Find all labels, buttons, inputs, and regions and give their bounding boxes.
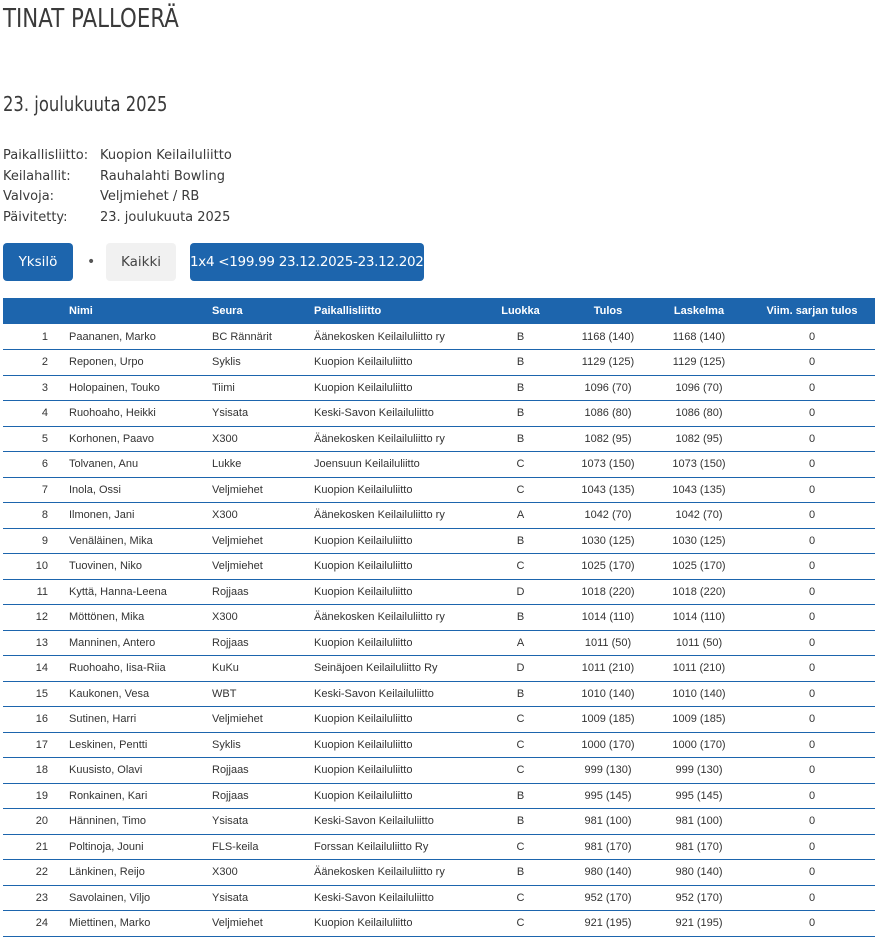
cell-laskelma: 999 (130) [649, 758, 749, 784]
table-row[interactable] [3, 911, 875, 937]
cell-rank: 6 [3, 452, 69, 478]
cell-rank: 17 [3, 732, 69, 758]
cell-rank: 11 [3, 579, 69, 605]
info-value: Kuopion Keilailuliitto [100, 148, 232, 163]
table-row[interactable] [3, 681, 875, 707]
cell-viim-sarjan-tulos: 0 [749, 860, 875, 886]
cell-viim-sarjan-tulos: 0 [749, 681, 875, 707]
cell-rank: 20 [3, 809, 69, 835]
cell-rank: 14 [3, 656, 69, 682]
cell-seura: X300 [212, 860, 314, 886]
cell-paikallisliitto: Äänekosken Keilailuliitto ry [314, 324, 474, 350]
cell-seura: Rojjaas [212, 630, 314, 656]
cell-tulos: 1025 (170) [567, 554, 649, 580]
cell-seura: Rojjaas [212, 783, 314, 809]
cell-luokka: C [474, 477, 567, 503]
cell-luokka: B [474, 426, 567, 452]
table-row[interactable] [3, 783, 875, 809]
cell-laskelma: 1096 (70) [649, 375, 749, 401]
cell-luokka: B [474, 375, 567, 401]
cell-luokka: D [474, 656, 567, 682]
cell-nimi[interactable]: Länkinen, Reijo [69, 860, 212, 886]
kaikki-button[interactable]: Kaikki [106, 243, 176, 281]
cell-rank: 1 [3, 324, 69, 350]
cell-rank: 21 [3, 834, 69, 860]
cell-tulos: 1042 (70) [567, 503, 649, 529]
table-row[interactable] [3, 375, 875, 401]
cell-viim-sarjan-tulos: 0 [749, 885, 875, 911]
cell-rank: 4 [3, 401, 69, 427]
cell-luokka: B [474, 324, 567, 350]
cell-nimi[interactable]: Leskinen, Pentti [69, 732, 212, 758]
cell-rank: 16 [3, 707, 69, 733]
cell-viim-sarjan-tulos: 0 [749, 656, 875, 682]
cell-nimi[interactable]: Kuusisto, Olavi [69, 758, 212, 784]
cell-tulos: 1096 (70) [567, 375, 649, 401]
cell-seura: X300 [212, 503, 314, 529]
cell-viim-sarjan-tulos: 0 [749, 732, 875, 758]
table-row[interactable] [3, 732, 875, 758]
cell-viim-sarjan-tulos: 0 [749, 809, 875, 835]
cell-laskelma: 981 (170) [649, 834, 749, 860]
cell-paikallisliitto: Kuopion Keilailuliitto [314, 528, 474, 554]
cell-laskelma: 952 (170) [649, 885, 749, 911]
cell-tulos: 981 (170) [567, 834, 649, 860]
cell-laskelma: 1010 (140) [649, 681, 749, 707]
table-row[interactable] [3, 707, 875, 733]
cell-tulos: 1168 (140) [567, 324, 649, 350]
cell-seura: Veljmiehet [212, 911, 314, 937]
cell-paikallisliitto: Keski-Savon Keilailuliitto [314, 681, 474, 707]
cell-paikallisliitto: Kuopion Keilailuliitto [314, 579, 474, 605]
col-header-laskelma[interactable]: Laskelma [673, 305, 725, 317]
table-row[interactable] [3, 656, 875, 682]
cell-laskelma: 980 (140) [649, 860, 749, 886]
table-row[interactable] [3, 477, 875, 503]
cell-paikallisliitto: Kuopion Keilailuliitto [314, 707, 474, 733]
cell-tulos: 1018 (220) [567, 579, 649, 605]
cell-laskelma: 1011 (210) [649, 656, 749, 682]
cell-rank: 13 [3, 630, 69, 656]
cell-nimi[interactable]: Korhonen, Paavo [69, 426, 212, 452]
cell-laskelma: 1009 (185) [649, 707, 749, 733]
cell-viim-sarjan-tulos: 0 [749, 477, 875, 503]
cell-rank: 23 [3, 885, 69, 911]
col-header-seura[interactable]: Seura [212, 305, 243, 317]
col-header-luokka[interactable]: Luokka [501, 305, 540, 317]
cell-luokka: D [474, 579, 567, 605]
cell-laskelma: 1086 (80) [649, 401, 749, 427]
cell-paikallisliitto: Joensuun Keilailuliitto [314, 452, 474, 478]
cell-tulos: 1000 (170) [567, 732, 649, 758]
cell-luokka: C [474, 452, 567, 478]
col-header-viim-sarjan-tulos[interactable]: Viim. sarjan tulos [766, 305, 858, 317]
cell-tulos: 1014 (110) [567, 605, 649, 631]
cell-tulos: 1073 (150) [567, 452, 649, 478]
cell-luokka: C [474, 834, 567, 860]
cell-nimi[interactable]: Möttönen, Mika [69, 605, 212, 631]
cell-luokka: C [474, 707, 567, 733]
cell-tulos: 921 (195) [567, 911, 649, 937]
cell-laskelma: 1011 (50) [649, 630, 749, 656]
cell-nimi[interactable]: Ilmonen, Jani [69, 503, 212, 529]
cell-luokka: B [474, 809, 567, 835]
cell-rank: 7 [3, 477, 69, 503]
col-header-rank [3, 298, 69, 324]
cell-viim-sarjan-tulos: 0 [749, 426, 875, 452]
table-row[interactable] [3, 605, 875, 631]
cell-luokka: A [474, 630, 567, 656]
series-filter-button[interactable]: 1x4 <199.99 23.12.2025-23.12.2025 [190, 243, 424, 281]
cell-tulos: 981 (100) [567, 809, 649, 835]
info-row-paikallisliitto [3, 146, 232, 167]
cell-nimi[interactable]: Miettinen, Marko [69, 911, 212, 937]
cell-nimi[interactable]: Ruohoaho, Heikki [69, 401, 212, 427]
cell-nimi[interactable]: Paananen, Marko [69, 324, 212, 350]
cell-paikallisliitto: Kuopion Keilailuliitto [314, 911, 474, 937]
cell-seura: Tiimi [212, 375, 314, 401]
cell-laskelma: 1073 (150) [649, 452, 749, 478]
info-value: 23. joulukuuta 2025 [100, 209, 231, 225]
info-label: Keilahallit: [3, 168, 71, 184]
cell-nimi[interactable]: Ruohoaho, Iisa-Riia [69, 656, 212, 682]
table-row[interactable] [3, 834, 875, 860]
cell-paikallisliitto: Äänekosken Keilailuliitto ry [314, 605, 474, 631]
cell-rank: 22 [3, 860, 69, 886]
info-row-keilahallit [3, 167, 232, 188]
cell-nimi[interactable]: Kyttä, Hanna-Leena [69, 579, 212, 605]
cell-laskelma: 995 (145) [649, 783, 749, 809]
cell-seura: Veljmiehet [212, 707, 314, 733]
cell-seura: Ysisata [212, 809, 314, 835]
cell-luokka: C [474, 911, 567, 937]
cell-tulos: 1086 (80) [567, 401, 649, 427]
cell-nimi[interactable]: Tuovinen, Niko [69, 554, 212, 580]
cell-nimi[interactable]: Manninen, Antero [69, 630, 212, 656]
cell-luokka: B [474, 401, 567, 427]
cell-seura: Rojjaas [212, 579, 314, 605]
cell-laskelma: 921 (195) [649, 911, 749, 937]
cell-seura: Lukke [212, 452, 314, 478]
cell-paikallisliitto: Äänekosken Keilailuliitto ry [314, 503, 474, 529]
cell-tulos: 952 (170) [567, 885, 649, 911]
cell-laskelma: 1030 (125) [649, 528, 749, 554]
cell-laskelma: 1000 (170) [649, 732, 749, 758]
cell-paikallisliitto: Keski-Savon Keilailuliitto [314, 885, 474, 911]
cell-luokka: C [474, 554, 567, 580]
cell-viim-sarjan-tulos: 0 [749, 528, 875, 554]
cell-laskelma: 1025 (170) [649, 554, 749, 580]
cell-tulos: 1011 (50) [567, 630, 649, 656]
cell-tulos: 1030 (125) [567, 528, 649, 554]
info-label: Päivitetty: [3, 209, 68, 225]
info-label: Valvoja: [3, 189, 55, 204]
col-header-nimi[interactable]: Nimi [69, 305, 93, 317]
cell-paikallisliitto: Kuopion Keilailuliitto [314, 732, 474, 758]
cell-seura: Ysisata [212, 401, 314, 427]
yksilo-button[interactable]: Yksilö [3, 243, 73, 281]
table-row[interactable] [3, 630, 875, 656]
table-row[interactable] [3, 401, 875, 427]
cell-luokka: C [474, 885, 567, 911]
cell-seura: WBT [212, 681, 314, 707]
cell-laskelma: 1018 (220) [649, 579, 749, 605]
cell-nimi[interactable]: Savolainen, Viljo [69, 885, 212, 911]
info-row-paivitetty [3, 208, 232, 229]
cell-rank: 8 [3, 503, 69, 529]
table-row[interactable] [3, 554, 875, 580]
table-row[interactable] [3, 579, 875, 605]
cell-laskelma: 1014 (110) [649, 605, 749, 631]
cell-viim-sarjan-tulos: 0 [749, 554, 875, 580]
cell-rank: 24 [3, 911, 69, 937]
cell-paikallisliitto: Seinäjoen Keilailuliitto Ry [314, 656, 474, 682]
info-label: Paikallisliitto: [3, 148, 89, 163]
competition-info [3, 146, 232, 228]
cell-paikallisliitto: Kuopion Keilailuliitto [314, 758, 474, 784]
cell-luokka: B [474, 528, 567, 554]
cell-luokka: B [474, 783, 567, 809]
cell-rank: 2 [3, 350, 69, 376]
cell-nimi[interactable]: Tolvanen, Anu [69, 452, 212, 478]
cell-laskelma: 1042 (70) [649, 503, 749, 529]
table-row[interactable] [3, 758, 875, 784]
cell-viim-sarjan-tulos: 0 [749, 911, 875, 937]
cell-viim-sarjan-tulos: 0 [749, 605, 875, 631]
cell-rank: 5 [3, 426, 69, 452]
cell-seura: KuKu [212, 656, 314, 682]
cell-luokka: B [474, 681, 567, 707]
cell-paikallisliitto: Keski-Savon Keilailuliitto [314, 809, 474, 835]
cell-seura: Rojjaas [212, 758, 314, 784]
cell-tulos: 980 (140) [567, 860, 649, 886]
cell-seura: Veljmiehet [212, 477, 314, 503]
cell-laskelma: 1082 (95) [649, 426, 749, 452]
table-row[interactable] [3, 809, 875, 835]
cell-paikallisliitto: Forssan Keilailuliitto Ry [314, 834, 474, 860]
cell-tulos: 1043 (135) [567, 477, 649, 503]
cell-rank: 10 [3, 554, 69, 580]
cell-seura: X300 [212, 605, 314, 631]
cell-tulos: 1129 (125) [567, 350, 649, 376]
cell-viim-sarjan-tulos: 0 [749, 630, 875, 656]
cell-seura: Syklis [212, 350, 314, 376]
cell-viim-sarjan-tulos: 0 [749, 758, 875, 784]
cell-nimi[interactable]: Kaukonen, Vesa [69, 681, 212, 707]
cell-tulos: 1010 (140) [567, 681, 649, 707]
cell-viim-sarjan-tulos: 0 [749, 834, 875, 860]
cell-seura: Ysisata [212, 885, 314, 911]
cell-tulos: 1009 (185) [567, 707, 649, 733]
cell-seura: Veljmiehet [212, 528, 314, 554]
cell-luokka: C [474, 758, 567, 784]
table-row[interactable] [3, 503, 875, 529]
info-value: Rauhalahti Bowling [100, 168, 226, 184]
cell-rank: 3 [3, 375, 69, 401]
table-row[interactable] [3, 452, 875, 478]
cell-paikallisliitto: Kuopion Keilailuliitto [314, 630, 474, 656]
cell-rank: 19 [3, 783, 69, 809]
cell-tulos: 999 (130) [567, 758, 649, 784]
col-header-paikallisliitto[interactable]: Paikallisliitto [314, 305, 382, 317]
cell-paikallisliitto: Kuopion Keilailuliitto [314, 554, 474, 580]
cell-seura: Veljmiehet [212, 554, 314, 580]
cell-seura: FLS-keila [212, 834, 314, 860]
page-title: TINAT PALLOERÄ [3, 4, 179, 34]
cell-nimi[interactable]: Ronkainen, Kari [69, 783, 212, 809]
table-row[interactable] [3, 885, 875, 911]
cell-laskelma: 1043 (135) [649, 477, 749, 503]
cell-paikallisliitto: Kuopion Keilailuliitto [314, 350, 474, 376]
cell-nimi[interactable]: Reponen, Urpo [69, 350, 212, 376]
cell-laskelma: 981 (100) [649, 809, 749, 835]
cell-viim-sarjan-tulos: 0 [749, 350, 875, 376]
cell-seura: Syklis [212, 732, 314, 758]
cell-luokka: A [474, 503, 567, 529]
cell-laskelma: 1129 (125) [649, 350, 749, 376]
table-row[interactable] [3, 426, 875, 452]
cell-paikallisliitto: Kuopion Keilailuliitto [314, 477, 474, 503]
cell-nimi[interactable]: Holopainen, Touko [69, 375, 212, 401]
info-row-valvoja [3, 187, 232, 208]
info-value: Veljmiehet / RB [100, 189, 200, 204]
cell-tulos: 1082 (95) [567, 426, 649, 452]
cell-viim-sarjan-tulos: 0 [749, 503, 875, 529]
cell-viim-sarjan-tulos: 0 [749, 707, 875, 733]
cell-luokka: C [474, 732, 567, 758]
cell-paikallisliitto: Kuopion Keilailuliitto [314, 375, 474, 401]
separator-dot: • [87, 254, 96, 270]
results-table [3, 298, 875, 937]
cell-paikallisliitto: Äänekosken Keilailuliitto ry [314, 860, 474, 886]
cell-nimi[interactable]: Poltinoja, Jouni [69, 834, 212, 860]
cell-luokka: B [474, 350, 567, 376]
cell-nimi[interactable]: Venäläinen, Mika [69, 528, 212, 554]
cell-tulos: 995 (145) [567, 783, 649, 809]
cell-paikallisliitto: Äänekosken Keilailuliitto ry [314, 426, 474, 452]
table-row[interactable] [3, 528, 875, 554]
cell-tulos: 1011 (210) [567, 656, 649, 682]
table-row[interactable] [3, 860, 875, 886]
cell-rank: 12 [3, 605, 69, 631]
cell-viim-sarjan-tulos: 0 [749, 375, 875, 401]
table-row[interactable] [3, 324, 875, 350]
cell-luokka: B [474, 605, 567, 631]
cell-luokka: B [474, 860, 567, 886]
table-header-row [3, 298, 875, 324]
cell-viim-sarjan-tulos: 0 [749, 324, 875, 350]
cell-seura: X300 [212, 426, 314, 452]
cell-nimi[interactable]: Hänninen, Timo [69, 809, 212, 835]
cell-viim-sarjan-tulos: 0 [749, 783, 875, 809]
cell-rank: 18 [3, 758, 69, 784]
cell-paikallisliitto: Kuopion Keilailuliitto [314, 783, 474, 809]
cell-seura: BC Rännärit [212, 324, 314, 350]
cell-laskelma: 1168 (140) [649, 324, 749, 350]
date-heading: 23. joulukuuta 2025 [3, 92, 168, 116]
cell-viim-sarjan-tulos: 0 [749, 452, 875, 478]
cell-nimi[interactable]: Sutinen, Harri [69, 707, 212, 733]
cell-rank: 15 [3, 681, 69, 707]
cell-viim-sarjan-tulos: 0 [749, 579, 875, 605]
table-row[interactable] [3, 350, 875, 376]
cell-paikallisliitto: Keski-Savon Keilailuliitto [314, 401, 474, 427]
cell-rank: 9 [3, 528, 69, 554]
cell-viim-sarjan-tulos: 0 [749, 401, 875, 427]
cell-nimi[interactable]: Inola, Ossi [69, 477, 212, 503]
col-header-tulos[interactable]: Tulos [593, 305, 623, 317]
